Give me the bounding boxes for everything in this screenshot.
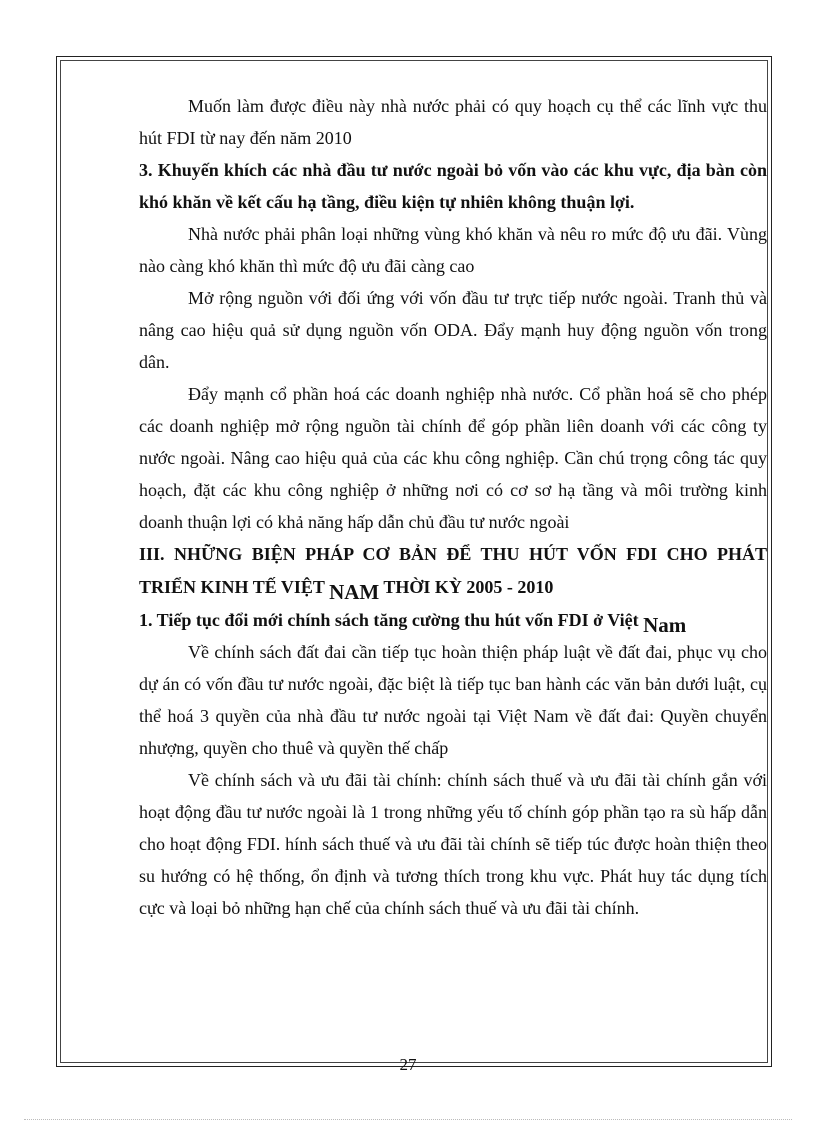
subheading-policy xyxy=(139,603,767,636)
paragraph-regions: Nhà nước phải phân loại những vùng khó khăn và nêu ro mức độ ưu đãi. Vùng nào càng khó khăn thì mức độ ưu đãi càng cao xyxy=(139,224,767,276)
paragraph-oda: Mở rộng nguồn với đối ứng với vốn đầu tư trực tiếp nước ngoài. Tranh thủ và nâng cao hiệu quả sử dụng nguồn vốn ODA. Đẩy mạnh huy động nguồn vốn trong dân. xyxy=(139,288,767,372)
page-number: 27 xyxy=(399,1055,417,1074)
paragraph-planning: Muốn làm được điều này nhà nước phải có quy hoạch cụ thể các lĩnh vực thu hút FDI từ nay đến năm 2010 xyxy=(139,96,767,148)
paragraph-finance-policy: Về chính sách và ưu đãi tài chính: chính sách thuế và ưu đãi tài chính gắn với hoạt động đầu tư nước ngoài là 1 trong những yếu tố chính góp phần tạo ra sù hấp dẫn cho hoạt động FDI. hính sách thuế và ưu đãi tài chính sẽ tiếp túc được hoàn thiện theo su hướng có hệ thống, ổn định và tương thích trong khu vực. Phát huy tác dụng tích cực và loại bỏ những hạn chế của chính sách thuế và ưu đãi tài chính. xyxy=(139,770,767,918)
section-heading xyxy=(139,538,767,603)
document-body xyxy=(139,90,767,924)
bottom-dotted-line xyxy=(24,1119,792,1120)
section-heading-text: III. NHỮNG BIỆN PHÁP CƠ BẢN ĐỂ THU HÚT VỐN FDI CHO PHÁT TRIỂN KINH TẾ VIỆT xyxy=(139,544,767,597)
section-heading-raised: NAM xyxy=(329,580,380,604)
subheading-text: 1. Tiếp tục đổi mới chính sách tăng cường thu hút vốn FDI ở Việt xyxy=(139,610,639,630)
section-heading-period: THỜI KỲ 2005 - 2010 xyxy=(383,577,554,597)
heading-encourage-investors: 3. Khuyến khích các nhà đầu tư nước ngoài bỏ vốn vào các khu vực, địa bàn còn khó khăn về kết cấu hạ tầng, điều kiện tự nhiên không thuận lợi. xyxy=(139,160,767,212)
subheading-raised: Nam xyxy=(643,613,687,637)
paragraph-equitization: Đẩy mạnh cổ phần hoá các doanh nghiệp nhà nước. Cổ phần hoá sẽ cho phép các doanh nghiệp mở rộng nguồn tài chính để góp phần liên doanh với các công ty nước ngoài. Nâng cao hiệu quả của các khu công nghiệp. Cần chú trọng công tác quy hoạch, đặt các khu công nghiệp ở những nơi có cơ sơ hạ tầng và môi trường kinh doanh thuận lợi có khả năng hấp dẫn chủ đầu tư nước ngoài xyxy=(139,384,767,532)
paragraph-land-policy: Về chính sách đất đai cần tiếp tục hoàn thiện pháp luật về đất đai, phục vụ cho dự án có vốn đầu tư nước ngoài, đặc biệt là tiếp tục ban hành các văn bản dưới luật, cụ thể hoá 3 quyền của nhà đầu tư nước ngoài tại Việt Nam về đất đai: Quyền chuyển nhượng, quyền cho thuê và quyền thế chấp xyxy=(139,642,767,758)
